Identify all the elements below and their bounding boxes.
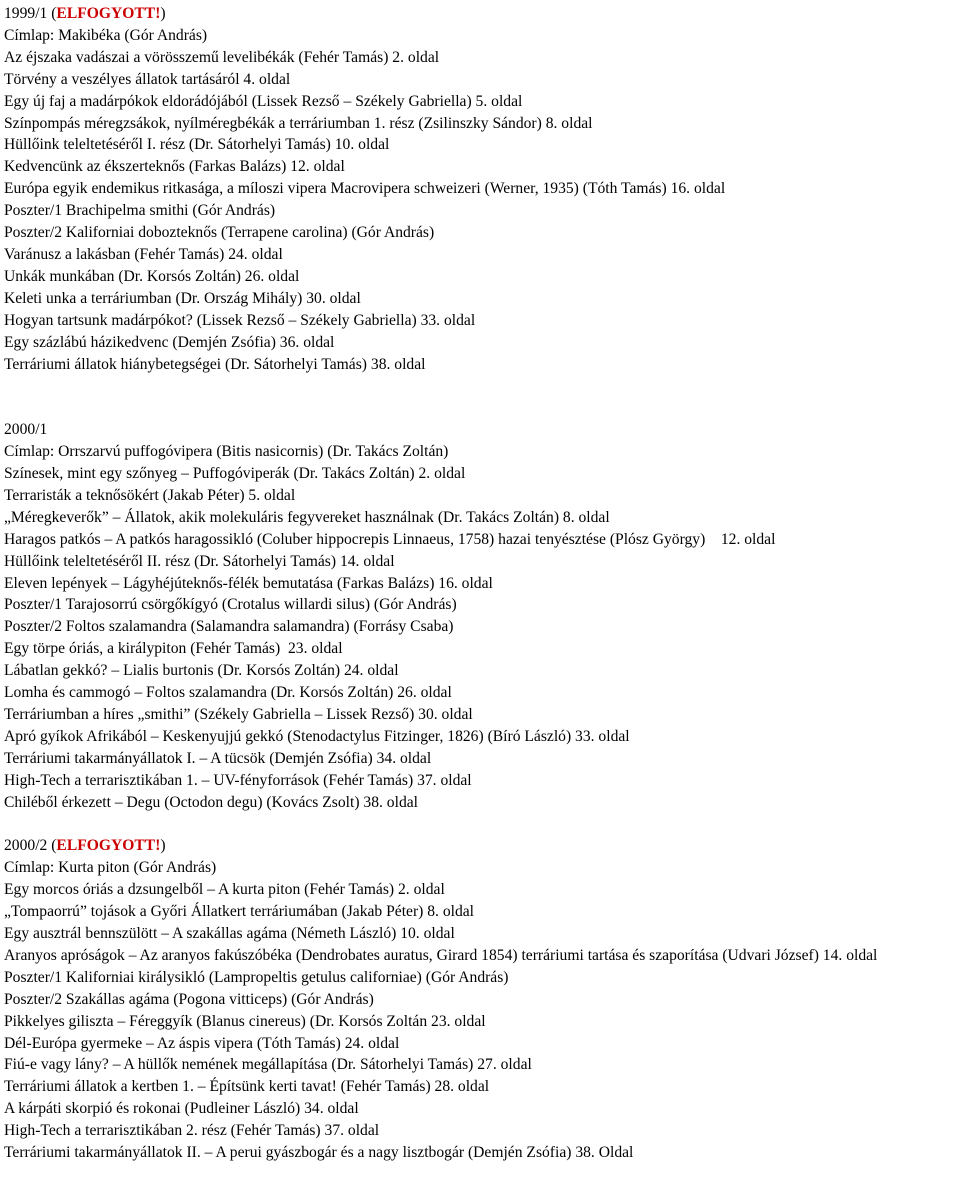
issue-status: ELFOGYOTT!: [56, 837, 161, 855]
contents-line: Unkák munkában (Dr. Korsós Zoltán) 26. oldal: [4, 267, 300, 285]
issue-number: 2000/2: [4, 837, 48, 855]
issue-heading: 1999/1 (ELFOGYOTT!): [4, 5, 166, 22]
issue-1999-1: [4, 3, 960, 375]
contents-line: Kedvencünk az ékszerteknős (Farkas Balázs) 12. oldal: [4, 158, 345, 176]
contents-line: Poszter/1 Kaliforniai királysikló (Lampropeltis getulus californiae) (Gór András): [4, 968, 509, 986]
contents-line: Törvény a veszélyes állatok tartásáról 4. oldal: [4, 70, 291, 88]
contents-line: Európa egyik endemikus ritkasága, a míloszi vipera Macrovipera schweizeri (Werner, 1935) (Tóth Tamás) 16. oldal: [4, 180, 726, 198]
contents-line: Terraristák a teknősökért (Jakab Péter) 5. oldal: [4, 486, 296, 504]
contents-line: Keleti unka a terráriumban (Dr. Ország Mihály) 30. oldal: [4, 289, 361, 307]
contents-line: Terráriumi takarmányállatok I. – A tücsök (Demjén Zsófia) 34. oldal: [4, 749, 432, 767]
contents-line: Színesek, mint egy szőnyeg – Puffogóviperák (Dr. Takács Zoltán) 2. oldal: [4, 465, 466, 483]
contents-line: Egy ausztrál bennszülött – A szakállas agáma (Németh László) 10. oldal: [4, 925, 455, 943]
contents-line: Egy törpe óriás, a királypiton (Fehér Tamás) 23. oldal: [4, 640, 343, 658]
contents-line: „Méregkeverők” – Állatok, akik molekuláris fegyvereket használnak (Dr. Takács Zoltán) 8. oldal: [4, 508, 610, 526]
issue-2000-2: [4, 835, 960, 1164]
contents-line: Címlap: Kurta piton (Gór András): [4, 859, 217, 877]
contents-line: High-Tech a terrarisztikában 2. rész (Fehér Tamás) 37. oldal: [4, 1122, 380, 1140]
contents-line: Haragos patkós – A patkós haragossikló (Coluber hippocrepis Linnaeus, 1758) hazai tenyésztése (Plósz György) 12. oldal: [4, 530, 776, 548]
contents-line: Eleven lepények – Lágyhéjúteknős-félék bemutatása (Farkas Balázs) 16. oldal: [4, 574, 493, 592]
section-spacer: [4, 814, 960, 836]
contents-line: Chiléből érkezett – Degu (Octodon degu) (Kovács Zsolt) 38. oldal: [4, 793, 418, 811]
contents-line: Poszter/1 Brachipelma smithi (Gór András): [4, 202, 276, 220]
contents-line: A kárpáti skorpió és rokonai (Pudleiner László) 34. oldal: [4, 1100, 359, 1118]
contents-line: Hüllőink teleltetéséről II. rész (Dr. Sátorhelyi Tamás) 14. oldal: [4, 552, 395, 570]
contents-line: Az éjszaka vadászai a vörösszemű levelibékák (Fehér Tamás) 2. oldal: [4, 48, 440, 66]
contents-line: Színpompás méregzsákok, nyílméregbékák a terráriumban 1. rész (Zsilinszky Sándor) 8. oldal: [4, 114, 593, 132]
contents-line: Egy morcos óriás a dzsungelből – A kurta piton (Fehér Tamás) 2. oldal: [4, 881, 445, 899]
contents-line: Aranyos apróságok – Az aranyos fakúszóbéka (Dendrobates auratus, Girard 1854) terráriumi tartása és szaporítása (Udvari József) 14. oldal: [4, 946, 878, 964]
contents-line: Egy új faj a madárpókok eldorádójából (Lissek Rezső – Székely Gabriella) 5. oldal: [4, 92, 523, 110]
issue-status: ELFOGYOTT!: [56, 5, 161, 22]
contents-line: Lomha és cammogó – Foltos szalamandra (Dr. Korsós Zoltán) 26. oldal: [4, 684, 452, 702]
contents-line: Poszter/2 Szakállas agáma (Pogona vitticeps) (Gór András): [4, 990, 374, 1008]
contents-line: Poszter/2 Kaliforniai dobozteknős (Terrapene carolina) (Gór András): [4, 224, 435, 242]
contents-line: Dél-Európa gyermeke – Az áspis vipera (Tóth Tamás) 24. oldal: [4, 1034, 400, 1052]
issue-heading: 2000/2 (ELFOGYOTT!): [4, 837, 166, 855]
contents-line: Terráriumban a híres „smithi” (Székely Gabriella – Lissek Rezső) 30. oldal: [4, 705, 473, 723]
contents-line: Fiú-e vagy lány? – A hüllők nemének megállapítása (Dr. Sátorhelyi Tamás) 27. oldal: [4, 1056, 532, 1074]
contents-line: „Tompaorrú” tojások a Győri Állatkert terráriumában (Jakab Péter) 8. oldal: [4, 903, 475, 921]
contents-line: Varánusz a lakásban (Fehér Tamás) 24. oldal: [4, 245, 283, 263]
contents-line: Lábatlan gekkó? – Lialis burtonis (Dr. Korsós Zoltán) 24. oldal: [4, 662, 399, 680]
section-spacer: [4, 375, 960, 419]
contents-line: Címlap: Makibéka (Gór András): [4, 26, 208, 44]
issue-2000-1: [4, 419, 960, 813]
contents-line: Pikkelyes giliszta – Féreggyík (Blanus cinereus) (Dr. Korsós Zoltán 23. oldal: [4, 1012, 486, 1030]
issue-number: 1999/1: [4, 5, 48, 22]
issue-number: 2000/1: [4, 421, 48, 439]
contents-line: Címlap: Orrszarvú puffogóvipera (Bitis nasicornis) (Dr. Takács Zoltán): [4, 443, 449, 461]
contents-line: Terráriumi állatok hiánybetegségei (Dr. Sátorhelyi Tamás) 38. oldal: [4, 355, 426, 373]
issue-heading: [4, 419, 960, 441]
contents-line: Egy százlábú házikedvenc (Demjén Zsófia) 36. oldal: [4, 333, 335, 351]
contents-line: Apró gyíkok Afrikából – Keskenyujjú gekkó (Stenodactylus Fitzinger, 1826) (Bíró László) 33. oldal: [4, 727, 630, 745]
contents-line: Hüllőink teleltetéséről I. rész (Dr. Sátorhelyi Tamás) 10. oldal: [4, 136, 390, 154]
contents-line: Terráriumi állatok a kertben 1. – Építsünk kerti tavat! (Fehér Tamás) 28. oldal: [4, 1078, 490, 1096]
contents-line: Terráriumi takarmányállatok II. – A perui gyászbogár és a nagy lisztbogár (Demjén Zsófia) 38. Oldal: [4, 1144, 634, 1162]
contents-line: High-Tech a terrarisztikában 1. – UV-fényforrások (Fehér Tamás) 37. oldal: [4, 771, 472, 789]
contents-line: Poszter/1 Tarajosorrú csörgőkígyó (Crotalus willardi silus) (Gór András): [4, 596, 457, 614]
contents-line: Poszter/2 Foltos szalamandra (Salamandra salamandra) (Forrásy Csaba): [4, 618, 454, 636]
contents-line: Hogyan tartsunk madárpókot? (Lissek Rezső – Székely Gabriella) 33. oldal: [4, 311, 476, 329]
